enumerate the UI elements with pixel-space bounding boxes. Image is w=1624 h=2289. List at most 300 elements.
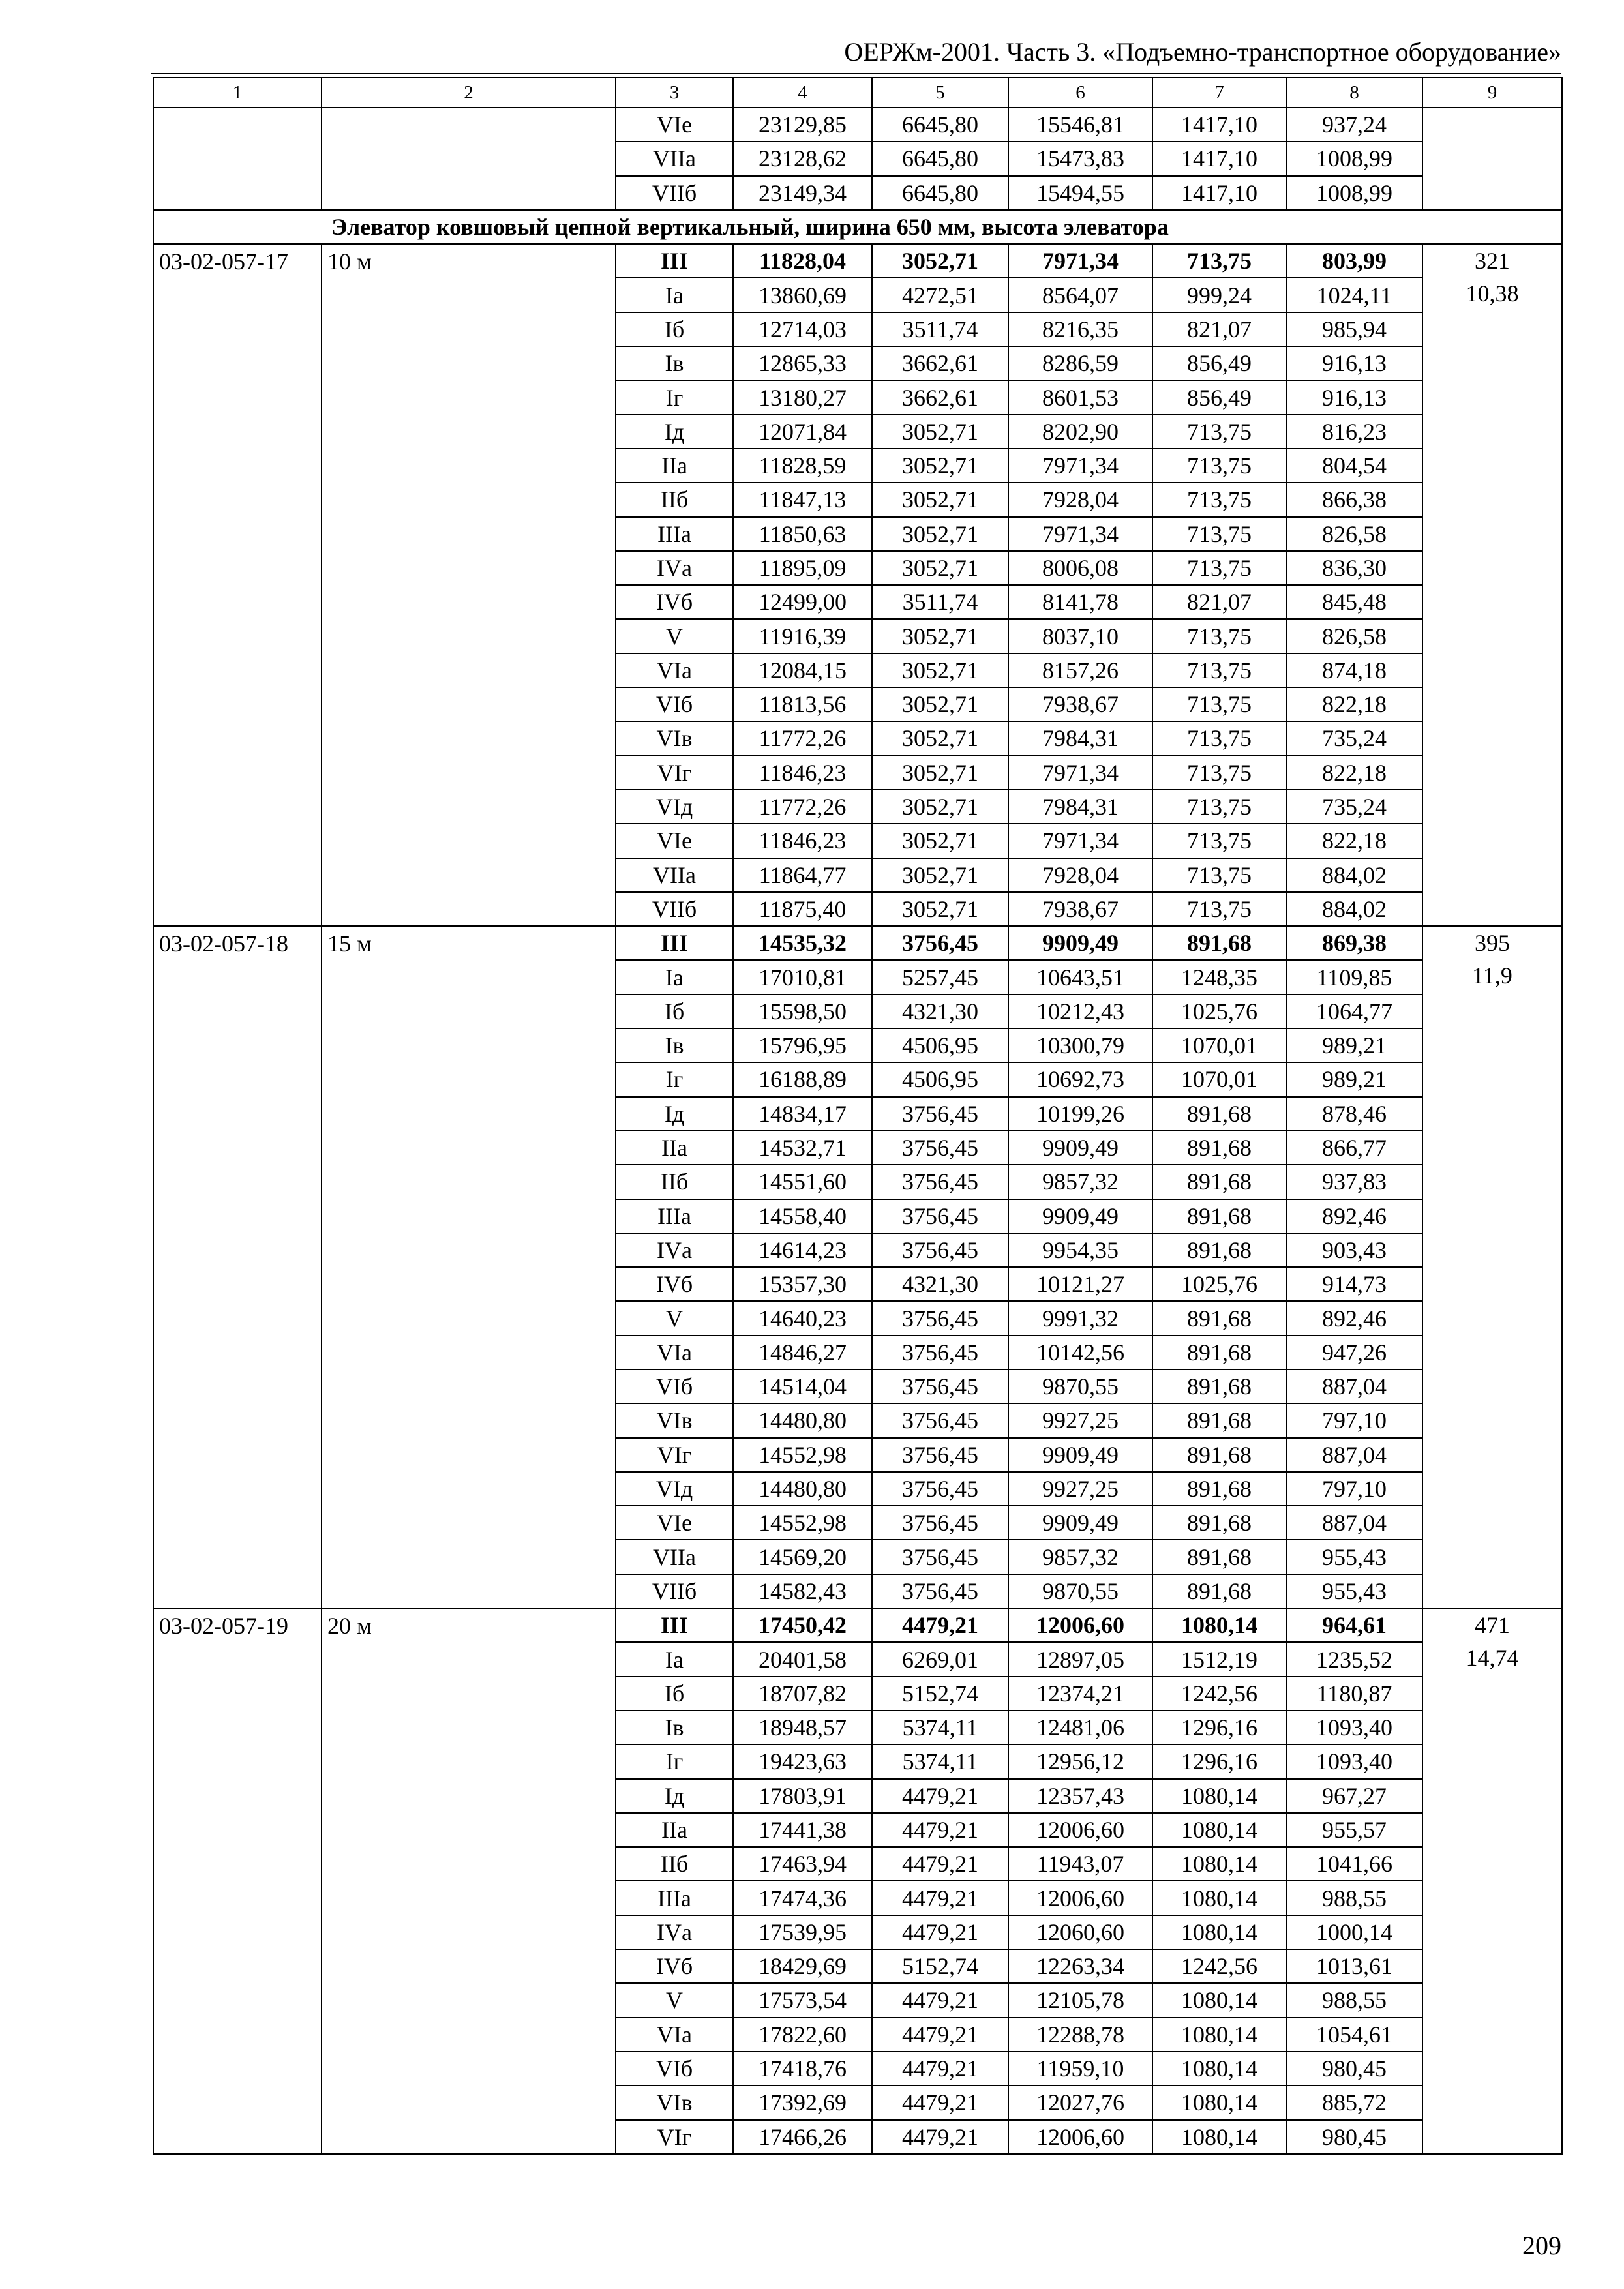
value-cell: 1512,19 <box>1152 1642 1286 1676</box>
position-code: 03-02-057-19 <box>153 1608 322 2154</box>
value-cell: 13860,69 <box>733 278 872 312</box>
position-code: 03-02-057-18 <box>153 926 322 1608</box>
zone-cell: VIIа <box>616 142 733 175</box>
value-cell: 14551,60 <box>733 1165 872 1199</box>
value-cell: 989,21 <box>1286 1062 1422 1096</box>
value-cell: 1242,56 <box>1152 1677 1286 1711</box>
value-cell: 14834,17 <box>733 1097 872 1131</box>
value-cell: 11828,59 <box>733 449 872 483</box>
value-cell: 12263,34 <box>1008 1949 1152 1983</box>
zone-cell: IIIа <box>616 1199 733 1233</box>
value-cell: 6269,01 <box>872 1642 1008 1676</box>
value-cell: 14532,71 <box>733 1131 872 1165</box>
value-cell: 892,46 <box>1286 1301 1422 1335</box>
value-cell: 12374,21 <box>1008 1677 1152 1711</box>
value-cell: 1064,77 <box>1286 995 1422 1028</box>
value-cell: 1025,76 <box>1152 995 1286 1028</box>
value-cell: 955,43 <box>1286 1574 1422 1608</box>
value-cell: 1080,14 <box>1152 1847 1286 1881</box>
value-cell: 1180,87 <box>1286 1677 1422 1711</box>
value-cell: 15357,30 <box>733 1267 872 1301</box>
value-cell: 8202,90 <box>1008 415 1152 449</box>
value-cell: 4321,30 <box>872 1267 1008 1301</box>
value-cell: 914,73 <box>1286 1267 1422 1301</box>
value-cell: 11772,26 <box>733 790 872 824</box>
zone-cell: Iд <box>616 415 733 449</box>
zone-cell: VIе <box>616 824 733 858</box>
value-cell: 3756,45 <box>872 1472 1008 1506</box>
zone-cell: III <box>616 926 733 960</box>
value-cell: 1080,14 <box>1152 1881 1286 1915</box>
value-cell: 12481,06 <box>1008 1711 1152 1744</box>
value-cell: 11916,39 <box>733 619 872 653</box>
value-cell: 713,75 <box>1152 858 1286 892</box>
value-cell: 11895,09 <box>733 551 872 585</box>
value-cell: 891,68 <box>1152 1131 1286 1165</box>
extra-cell <box>1422 1608 1562 2154</box>
value-cell: 3052,71 <box>872 483 1008 516</box>
zone-cell: IIб <box>616 483 733 516</box>
zone-cell: VIIб <box>616 176 733 210</box>
section-title-row <box>153 210 1562 244</box>
column-number: 5 <box>872 78 1008 108</box>
value-cell: 836,30 <box>1286 551 1422 585</box>
value-cell: 17803,91 <box>733 1779 872 1813</box>
value-cell: 964,61 <box>1286 1608 1422 1642</box>
value-cell: 9857,32 <box>1008 1165 1152 1199</box>
zone-cell: V <box>616 619 733 653</box>
elevator-height: 10 м <box>322 244 616 926</box>
value-cell: 891,68 <box>1152 1540 1286 1574</box>
value-cell: 1080,14 <box>1152 1813 1286 1847</box>
value-cell: 10142,56 <box>1008 1336 1152 1369</box>
zone-cell: Iд <box>616 1779 733 1813</box>
value-cell: 9870,55 <box>1008 1574 1152 1608</box>
value-cell: 1417,10 <box>1152 176 1286 210</box>
value-cell: 11943,07 <box>1008 1847 1152 1881</box>
value-cell: 17392,69 <box>733 2086 872 2119</box>
value-cell: 3511,74 <box>872 312 1008 346</box>
zone-cell: Iг <box>616 380 733 414</box>
value-cell: 821,07 <box>1152 585 1286 619</box>
value-cell: 822,18 <box>1286 756 1422 790</box>
value-cell: 916,13 <box>1286 380 1422 414</box>
value-cell: 15494,55 <box>1008 176 1152 210</box>
value-cell: 713,75 <box>1152 415 1286 449</box>
value-cell: 7971,34 <box>1008 244 1152 278</box>
value-cell: 11864,77 <box>733 858 872 892</box>
value-cell: 1070,01 <box>1152 1062 1286 1096</box>
value-cell: 4479,21 <box>872 1813 1008 1847</box>
value-cell: 3052,71 <box>872 824 1008 858</box>
column-number: 3 <box>616 78 733 108</box>
value-cell: 3756,45 <box>872 1199 1008 1233</box>
zone-cell: Iг <box>616 1744 733 1778</box>
value-cell: 4479,21 <box>872 2018 1008 2052</box>
value-cell: 856,49 <box>1152 346 1286 380</box>
zone-cell: Iб <box>616 1677 733 1711</box>
value-cell: 891,68 <box>1152 1403 1286 1437</box>
value-cell: 1109,85 <box>1286 960 1422 994</box>
zone-cell: IVб <box>616 1949 733 1983</box>
extra-cell <box>1422 926 1562 1608</box>
zone-cell: VIв <box>616 721 733 755</box>
table-row <box>153 108 1562 142</box>
value-cell: 12956,12 <box>1008 1744 1152 1778</box>
value-cell: 3052,71 <box>872 790 1008 824</box>
table-row <box>153 244 1562 278</box>
value-cell: 713,75 <box>1152 244 1286 278</box>
value-cell: 1080,14 <box>1152 2052 1286 2086</box>
value-cell: 11875,40 <box>733 892 872 926</box>
value-cell: 713,75 <box>1152 687 1286 721</box>
value-cell: 17463,94 <box>733 1847 872 1881</box>
value-cell: 7938,67 <box>1008 687 1152 721</box>
value-cell: 9927,25 <box>1008 1472 1152 1506</box>
value-cell: 11847,13 <box>733 483 872 516</box>
value-cell: 4479,21 <box>872 1983 1008 2017</box>
value-cell: 10212,43 <box>1008 995 1152 1028</box>
value-cell: 5257,45 <box>872 960 1008 994</box>
value-cell: 7928,04 <box>1008 483 1152 516</box>
value-cell: 887,04 <box>1286 1506 1422 1540</box>
value-cell: 891,68 <box>1152 1369 1286 1403</box>
value-cell: 7971,34 <box>1008 824 1152 858</box>
value-cell: 14846,27 <box>733 1336 872 1369</box>
column-number: 6 <box>1008 78 1152 108</box>
value-cell: 14582,43 <box>733 1574 872 1608</box>
value-cell: 7984,31 <box>1008 790 1152 824</box>
value-cell: 891,68 <box>1152 1336 1286 1369</box>
value-cell: 937,24 <box>1286 108 1422 142</box>
zone-cell: Iв <box>616 1028 733 1062</box>
value-cell: 14552,98 <box>733 1438 872 1472</box>
value-cell: 12027,76 <box>1008 2086 1152 2119</box>
extra-value: 11,9 <box>1472 963 1512 989</box>
zone-cell: IIа <box>616 1131 733 1165</box>
value-cell: 8286,59 <box>1008 346 1152 380</box>
value-cell: 12714,03 <box>733 312 872 346</box>
value-cell: 15598,50 <box>733 995 872 1028</box>
size-cell <box>322 108 616 210</box>
value-cell: 713,75 <box>1152 517 1286 551</box>
value-cell: 887,04 <box>1286 1438 1422 1472</box>
zone-cell: VIа <box>616 1336 733 1369</box>
value-cell: 878,46 <box>1286 1097 1422 1131</box>
value-cell: 8006,08 <box>1008 551 1152 585</box>
elevator-height: 15 м <box>322 926 616 1608</box>
elevator-height: 20 м <box>322 1608 616 2154</box>
value-cell: 884,02 <box>1286 858 1422 892</box>
zone-cell: VIб <box>616 1369 733 1403</box>
value-cell: 713,75 <box>1152 892 1286 926</box>
value-cell: 4479,21 <box>872 2120 1008 2154</box>
value-cell: 14480,80 <box>733 1472 872 1506</box>
extra-value: 395 <box>1475 930 1510 957</box>
zone-cell: VIд <box>616 790 733 824</box>
value-cell: 18707,82 <box>733 1677 872 1711</box>
column-number: 4 <box>733 78 872 108</box>
value-cell: 14552,98 <box>733 1506 872 1540</box>
value-cell: 866,38 <box>1286 483 1422 516</box>
value-cell: 891,68 <box>1152 1574 1286 1608</box>
value-cell: 937,83 <box>1286 1165 1422 1199</box>
value-cell: 3756,45 <box>872 1438 1008 1472</box>
zone-cell: VIв <box>616 1403 733 1437</box>
value-cell: 903,43 <box>1286 1233 1422 1267</box>
value-cell: 9870,55 <box>1008 1369 1152 1403</box>
value-cell: 891,68 <box>1152 1233 1286 1267</box>
value-cell: 23128,62 <box>733 142 872 175</box>
zone-cell: V <box>616 1301 733 1335</box>
value-cell: 15796,95 <box>733 1028 872 1062</box>
zone-cell: Iа <box>616 960 733 994</box>
value-cell: 10121,27 <box>1008 1267 1152 1301</box>
value-cell: 4479,21 <box>872 1847 1008 1881</box>
value-cell: 3052,71 <box>872 892 1008 926</box>
value-cell: 14514,04 <box>733 1369 872 1403</box>
value-cell: 892,46 <box>1286 1199 1422 1233</box>
value-cell: 822,18 <box>1286 824 1422 858</box>
value-cell: 3756,45 <box>872 1165 1008 1199</box>
value-cell: 3662,61 <box>872 380 1008 414</box>
value-cell: 12060,60 <box>1008 1915 1152 1949</box>
value-cell: 1248,35 <box>1152 960 1286 994</box>
value-cell: 14569,20 <box>733 1540 872 1574</box>
value-cell: 999,24 <box>1152 278 1286 312</box>
value-cell: 3511,74 <box>872 585 1008 619</box>
value-cell: 7971,34 <box>1008 449 1152 483</box>
value-cell: 804,54 <box>1286 449 1422 483</box>
value-cell: 17010,81 <box>733 960 872 994</box>
value-cell: 4479,21 <box>872 1915 1008 1949</box>
value-cell: 11846,23 <box>733 756 872 790</box>
value-cell: 8216,35 <box>1008 312 1152 346</box>
value-cell: 14480,80 <box>733 1403 872 1437</box>
value-cell: 3052,71 <box>872 653 1008 687</box>
value-cell: 1296,16 <box>1152 1711 1286 1744</box>
column-number: 1 <box>153 78 322 108</box>
value-cell: 1008,99 <box>1286 176 1422 210</box>
value-cell: 7984,31 <box>1008 721 1152 755</box>
zone-cell: Iв <box>616 346 733 380</box>
value-cell: 9909,49 <box>1008 1438 1152 1472</box>
value-cell: 1080,14 <box>1152 2120 1286 2154</box>
value-cell: 891,68 <box>1152 1506 1286 1540</box>
value-cell: 3756,45 <box>872 1336 1008 1369</box>
value-cell: 3052,71 <box>872 858 1008 892</box>
zone-cell: VIIб <box>616 1574 733 1608</box>
value-cell: 826,58 <box>1286 517 1422 551</box>
header-rule <box>151 73 1561 74</box>
value-cell: 8157,26 <box>1008 653 1152 687</box>
value-cell: 1093,40 <box>1286 1711 1422 1744</box>
value-cell: 6645,80 <box>872 142 1008 175</box>
zone-cell: VIа <box>616 2018 733 2052</box>
value-cell: 821,07 <box>1152 312 1286 346</box>
value-cell: 1080,14 <box>1152 2086 1286 2119</box>
value-cell: 5374,11 <box>872 1744 1008 1778</box>
zone-cell: IIIа <box>616 1881 733 1915</box>
value-cell: 3756,45 <box>872 1506 1008 1540</box>
value-cell: 9954,35 <box>1008 1233 1152 1267</box>
value-cell: 4479,21 <box>872 1779 1008 1813</box>
value-cell: 14640,23 <box>733 1301 872 1335</box>
value-cell: 967,27 <box>1286 1779 1422 1813</box>
column-number: 8 <box>1286 78 1422 108</box>
value-cell: 826,58 <box>1286 619 1422 653</box>
zone-cell: VIв <box>616 2086 733 2119</box>
zone-cell: VIб <box>616 2052 733 2086</box>
value-cell: 816,23 <box>1286 415 1422 449</box>
value-cell: 989,21 <box>1286 1028 1422 1062</box>
value-cell: 11959,10 <box>1008 2052 1152 2086</box>
value-cell: 11846,23 <box>733 824 872 858</box>
value-cell: 1296,16 <box>1152 1744 1286 1778</box>
zone-cell: VIг <box>616 756 733 790</box>
value-cell: 1417,10 <box>1152 142 1286 175</box>
value-cell: 5152,74 <box>872 1949 1008 1983</box>
zone-cell: VIб <box>616 687 733 721</box>
value-cell: 12897,05 <box>1008 1642 1152 1676</box>
value-cell: 17418,76 <box>733 2052 872 2086</box>
zone-cell: IIа <box>616 1813 733 1847</box>
value-cell: 13180,27 <box>733 380 872 414</box>
value-cell: 3756,45 <box>872 1574 1008 1608</box>
value-cell: 891,68 <box>1152 1199 1286 1233</box>
value-cell: 856,49 <box>1152 380 1286 414</box>
extra-cell <box>1422 108 1562 210</box>
value-cell: 1080,14 <box>1152 1779 1286 1813</box>
value-cell: 9991,32 <box>1008 1301 1152 1335</box>
value-cell: 7971,34 <box>1008 517 1152 551</box>
value-cell: 17450,42 <box>733 1608 872 1642</box>
value-cell: 10199,26 <box>1008 1097 1152 1131</box>
zone-cell: IIа <box>616 449 733 483</box>
zone-cell: IVа <box>616 551 733 585</box>
value-cell: 12006,60 <box>1008 2120 1152 2154</box>
value-cell: 3052,71 <box>872 517 1008 551</box>
value-cell: 11813,56 <box>733 687 872 721</box>
value-cell: 891,68 <box>1152 1472 1286 1506</box>
rates-table <box>153 77 1563 2155</box>
value-cell: 14558,40 <box>733 1199 872 1233</box>
value-cell: 713,75 <box>1152 653 1286 687</box>
value-cell: 9909,49 <box>1008 1199 1152 1233</box>
value-cell: 9909,49 <box>1008 926 1152 960</box>
value-cell: 9857,32 <box>1008 1540 1152 1574</box>
value-cell: 713,75 <box>1152 483 1286 516</box>
value-cell: 12288,78 <box>1008 2018 1152 2052</box>
value-cell: 1080,14 <box>1152 2018 1286 2052</box>
zone-cell: VIд <box>616 1472 733 1506</box>
value-cell: 891,68 <box>1152 926 1286 960</box>
value-cell: 12071,84 <box>733 415 872 449</box>
value-cell: 3756,45 <box>872 1233 1008 1267</box>
column-number: 9 <box>1422 78 1562 108</box>
value-cell: 11828,04 <box>733 244 872 278</box>
value-cell: 713,75 <box>1152 619 1286 653</box>
value-cell: 4506,95 <box>872 1062 1008 1096</box>
column-number: 2 <box>322 78 616 108</box>
value-cell: 4479,21 <box>872 2052 1008 2086</box>
value-cell: 1080,14 <box>1152 1608 1286 1642</box>
value-cell: 9909,49 <box>1008 1506 1152 1540</box>
value-cell: 1054,61 <box>1286 2018 1422 2052</box>
zone-cell: VIе <box>616 1506 733 1540</box>
zone-cell: Iб <box>616 995 733 1028</box>
value-cell: 1080,14 <box>1152 1983 1286 2017</box>
value-cell: 10300,79 <box>1008 1028 1152 1062</box>
zone-cell: Iб <box>616 312 733 346</box>
value-cell: 17822,60 <box>733 2018 872 2052</box>
page-number: 209 <box>1522 2231 1561 2260</box>
zone-cell: IVа <box>616 1915 733 1949</box>
value-cell: 3052,71 <box>872 619 1008 653</box>
value-cell: 10692,73 <box>1008 1062 1152 1096</box>
value-cell: 1024,11 <box>1286 278 1422 312</box>
value-cell: 713,75 <box>1152 449 1286 483</box>
extra-cell <box>1422 244 1562 926</box>
extra-value: 471 <box>1475 1612 1510 1639</box>
value-cell: 3662,61 <box>872 346 1008 380</box>
extra-value: 10,38 <box>1466 280 1519 307</box>
value-cell: 713,75 <box>1152 721 1286 755</box>
value-cell: 3756,45 <box>872 926 1008 960</box>
value-cell: 4479,21 <box>872 2086 1008 2119</box>
value-cell: 10643,51 <box>1008 960 1152 994</box>
value-cell: 797,10 <box>1286 1403 1422 1437</box>
value-cell: 3756,45 <box>872 1097 1008 1131</box>
zone-cell: IVб <box>616 1267 733 1301</box>
page-header: ОЕРЖм-2001. Часть 3. «Подъемно-транспортное оборудование» <box>844 37 1561 67</box>
value-cell: 15473,83 <box>1008 142 1152 175</box>
value-cell: 4479,21 <box>872 1608 1008 1642</box>
value-cell: 887,04 <box>1286 1369 1422 1403</box>
value-cell: 3756,45 <box>872 1369 1008 1403</box>
value-cell: 3756,45 <box>872 1540 1008 1574</box>
zone-cell: Iа <box>616 278 733 312</box>
zone-cell: VIIа <box>616 1540 733 1574</box>
extra-value: 321 <box>1475 248 1510 275</box>
value-cell: 885,72 <box>1286 2086 1422 2119</box>
value-cell: 713,75 <box>1152 551 1286 585</box>
value-cell: 947,26 <box>1286 1336 1422 1369</box>
value-cell: 988,55 <box>1286 1983 1422 2017</box>
value-cell: 19423,63 <box>733 1744 872 1778</box>
value-cell: 884,02 <box>1286 892 1422 926</box>
zone-cell: Iг <box>616 1062 733 1096</box>
value-cell: 988,55 <box>1286 1881 1422 1915</box>
value-cell: 8037,10 <box>1008 619 1152 653</box>
value-cell: 15546,81 <box>1008 108 1152 142</box>
value-cell: 5374,11 <box>872 1711 1008 1744</box>
value-cell: 891,68 <box>1152 1165 1286 1199</box>
code-cell <box>153 108 322 210</box>
value-cell: 11772,26 <box>733 721 872 755</box>
value-cell: 14614,23 <box>733 1233 872 1267</box>
value-cell: 3052,71 <box>872 449 1008 483</box>
value-cell: 1093,40 <box>1286 1744 1422 1778</box>
value-cell: 3756,45 <box>872 1301 1008 1335</box>
value-cell: 23129,85 <box>733 108 872 142</box>
value-cell: 845,48 <box>1286 585 1422 619</box>
value-cell: 4321,30 <box>872 995 1008 1028</box>
value-cell: 5152,74 <box>872 1677 1008 1711</box>
value-cell: 8601,53 <box>1008 380 1152 414</box>
value-cell: 9927,25 <box>1008 1403 1152 1437</box>
value-cell: 866,77 <box>1286 1131 1422 1165</box>
